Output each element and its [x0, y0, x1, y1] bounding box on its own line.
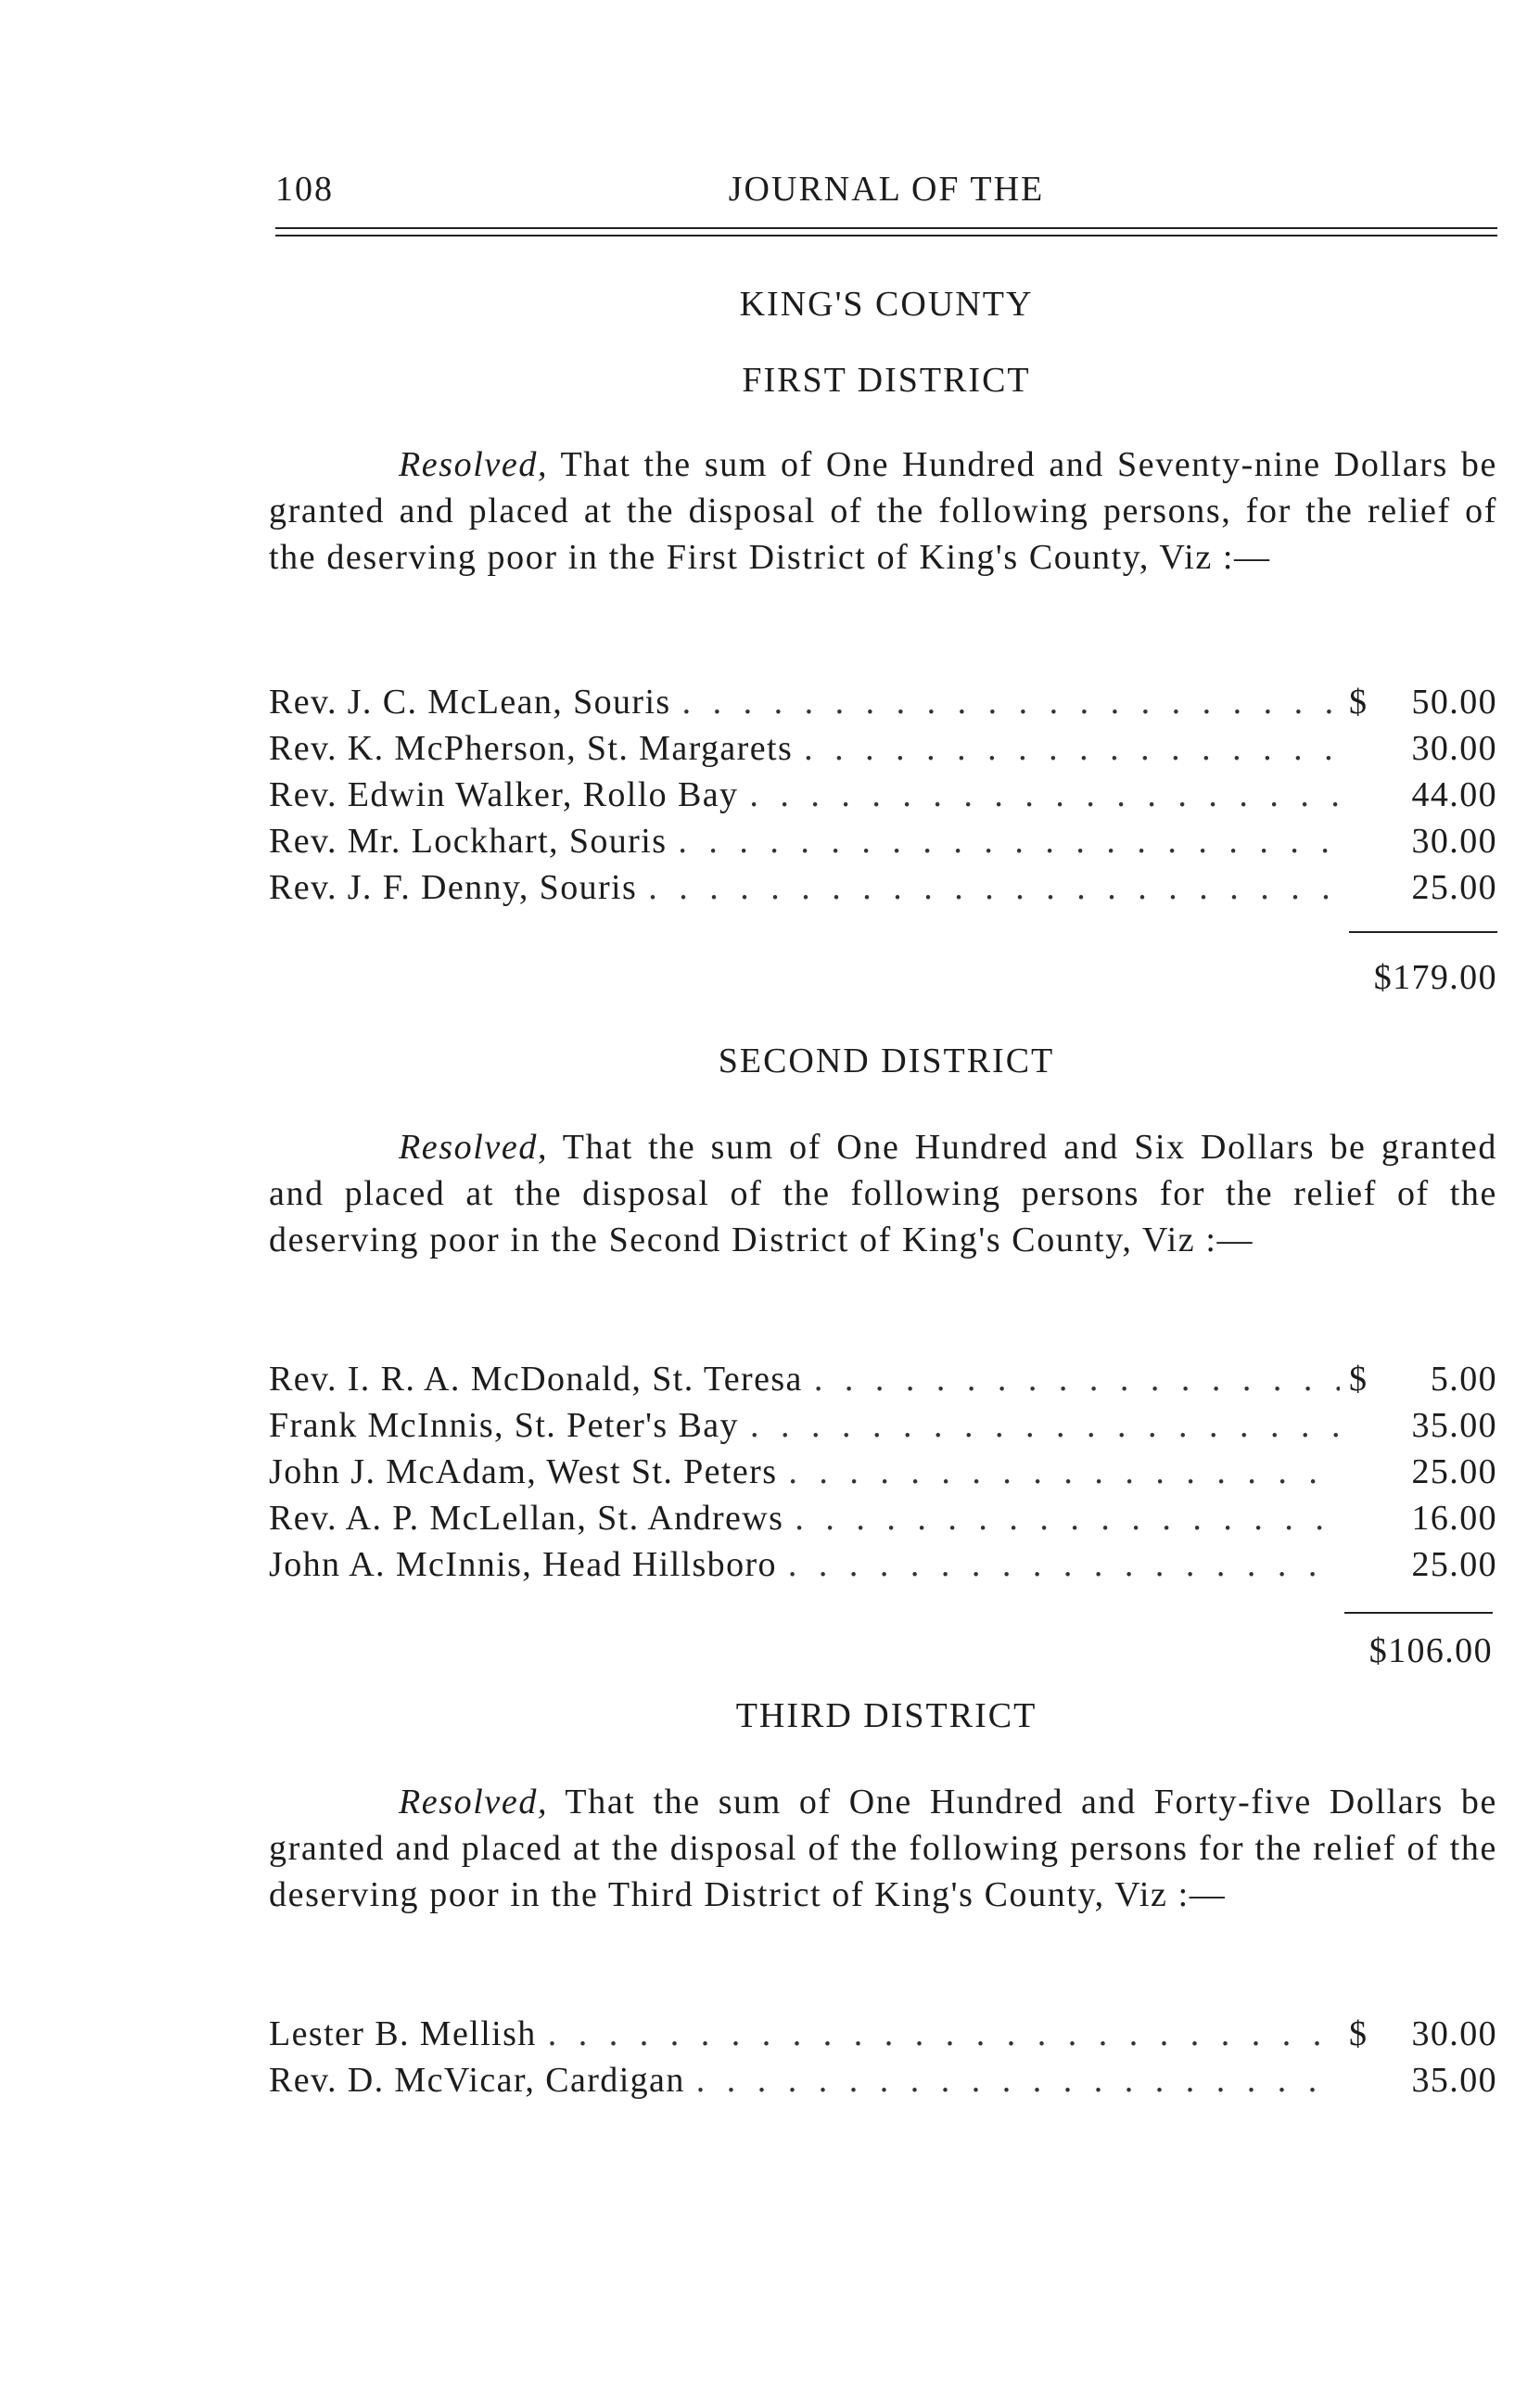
list-item — [269, 679, 1497, 725]
first-district-total: $179.00 — [1373, 958, 1497, 997]
recipient-name: Frank McInnis, St. Peter's Bay — [269, 1406, 739, 1445]
resolved-label: Resolved, — [399, 1783, 549, 1821]
amount: 25.00 — [1411, 868, 1497, 907]
list-item — [269, 1449, 1497, 1495]
list-item — [269, 1402, 1497, 1449]
amount: 30.00 — [1411, 2014, 1497, 2053]
resolution-text: That the sum of One Hundred and Seventy-nine Dollars be granted and placed at the disposal of the following persons, for the relief of the deserving poor in the First District of King's County, Viz :— — [269, 445, 1497, 577]
total-rule — [1349, 931, 1497, 933]
dot-leader — [682, 679, 1340, 725]
currency-sign: $ — [1349, 1360, 1368, 1399]
second-district-list — [269, 1356, 1497, 1588]
recipient-name: Lester B. Mellish — [269, 2014, 537, 2053]
recipient-name: Rev. A. P. McLellan, St. Andrews — [269, 1499, 784, 1538]
third-district-list — [269, 2011, 1497, 2103]
dot-leader — [749, 772, 1340, 818]
list-item — [269, 1495, 1497, 1541]
recipient-name: Rev. K. McPherson, St. Margarets — [269, 729, 794, 768]
county-heading: KING'S COUNTY — [739, 285, 1034, 324]
second-district-heading: SECOND DISTRICT — [718, 1042, 1055, 1080]
dot-leader — [548, 2011, 1340, 2057]
first-district-list — [269, 679, 1497, 911]
list-item — [269, 725, 1497, 772]
page-number: 108 — [275, 170, 334, 209]
dot-leader — [678, 818, 1340, 864]
list-item — [269, 2057, 1497, 2103]
first-district-heading: FIRST DISTRICT — [742, 361, 1031, 400]
amount: 25.00 — [1411, 1452, 1497, 1491]
recipient-name: Rev. D. McVicar, Cardigan — [269, 2061, 685, 2100]
dot-leader — [750, 1402, 1340, 1449]
recipient-name: John J. McAdam, West St. Peters — [269, 1452, 778, 1491]
third-district-heading: THIRD DISTRICT — [735, 1696, 1037, 1735]
third-district-resolution — [269, 1779, 1497, 1918]
total-rule — [1344, 1612, 1493, 1614]
amount: 50.00 — [1411, 683, 1497, 722]
currency-sign: $ — [1349, 683, 1368, 722]
list-item — [269, 772, 1497, 818]
recipient-name: Rev. J. F. Denny, Souris — [269, 868, 638, 907]
currency-sign: $ — [1349, 2014, 1368, 2053]
amount: 5.00 — [1430, 1360, 1497, 1399]
list-item — [269, 1541, 1497, 1588]
amount: 30.00 — [1411, 729, 1497, 768]
amount: 44.00 — [1411, 775, 1497, 814]
resolved-label: Resolved, — [399, 1128, 549, 1167]
header-rule — [275, 227, 1497, 236]
second-district-total: $106.00 — [1368, 1631, 1493, 1670]
amount: 16.00 — [1411, 1499, 1497, 1538]
resolution-text: That the sum of One Hundred and Forty-five Dollars be granted and placed at the disposal of the following persons for the relief of the deserving poor in the Third District of King's County, Viz :— — [269, 1783, 1497, 1914]
amount: 35.00 — [1411, 1406, 1497, 1445]
list-item — [269, 1356, 1497, 1402]
amount: 35.00 — [1411, 2061, 1497, 2100]
list-item — [269, 818, 1497, 864]
list-item — [269, 2011, 1497, 2057]
dot-leader — [814, 1356, 1340, 1402]
second-district-resolution — [269, 1124, 1497, 1263]
recipient-name: John A. McInnis, Head Hillsboro — [269, 1545, 777, 1584]
dot-leader — [788, 1449, 1340, 1495]
dot-leader — [696, 2057, 1340, 2103]
running-title: JOURNAL OF THE — [728, 170, 1045, 209]
resolution-text: That the sum of One Hundred and Six Dollars be granted and placed at the disposal of the following persons for the relief of the deserving poor in the Second District of King's County, Viz :— — [269, 1128, 1497, 1259]
amount: 30.00 — [1411, 822, 1497, 861]
recipient-name: Rev. I. R. A. McDonald, St. Teresa — [269, 1360, 803, 1399]
dot-leader — [795, 1495, 1340, 1541]
dot-leader — [804, 725, 1340, 772]
resolved-label: Resolved, — [399, 445, 549, 484]
dot-leader — [788, 1541, 1340, 1588]
list-item — [269, 864, 1497, 911]
dot-leader — [648, 864, 1340, 911]
recipient-name: Rev. Mr. Lockhart, Souris — [269, 822, 668, 861]
recipient-name: Rev. Edwin Walker, Rollo Bay — [269, 775, 739, 814]
first-district-resolution — [269, 441, 1497, 581]
recipient-name: Rev. J. C. McLean, Souris — [269, 683, 671, 722]
amount: 25.00 — [1411, 1545, 1497, 1584]
